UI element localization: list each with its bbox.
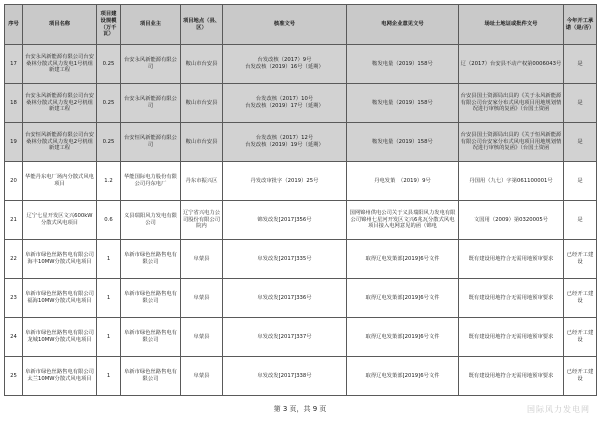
page-number: 第 3 页，共 9 页: [273, 405, 327, 413]
cell-location: 鞍山市台安县: [181, 45, 223, 84]
cell-seq: 17: [5, 45, 23, 84]
cell-land: 既有建设用地符合无需用地预审要求: [459, 240, 564, 279]
cell-owner: 台安永风新能源有限公司: [121, 45, 181, 84]
cell-owner: 台安永风新能源有限公司: [121, 84, 181, 123]
cell-name: 台安永风新能源有限公司台安桑林分散式风力发电2号机组新建工程: [23, 84, 97, 123]
cell-capacity: 0.25: [97, 45, 121, 84]
header-name: 项目名称: [23, 5, 97, 45]
cell-grid: 国网锦州供电公司关于义县瑞阳风力发电有限公司锦州七星河开发区文兴6兆瓦分散式风电项目接入电网意见的函（锦电: [347, 201, 459, 240]
cell-location: 阜蒙县: [181, 279, 223, 318]
cell-land: 台安县国土资源局出具的《关于永风新能源有限公司台安家分布式风电项目用地规划情况进行审核的复函》（台国土资函: [459, 84, 564, 123]
cell-start: 是: [564, 162, 597, 201]
cell-location: 阜蒙县: [181, 240, 223, 279]
cell-name: 台安恒风新能源有限公司台安桑林分散式风力发电2号机组新建工程: [23, 123, 97, 162]
header-seq: 序号: [5, 5, 23, 45]
table-row: [5, 45, 597, 84]
cell-grid: 鞍发电量（2019）158号: [347, 123, 459, 162]
cell-location: 丹东市振兴区: [181, 162, 223, 201]
cell-owner: 华能国际电力股份有限公司丹东电厂: [121, 162, 181, 201]
cell-seq: 21: [5, 201, 23, 240]
cell-land: 既有建设用地符合无需用地预审要求: [459, 279, 564, 318]
cell-seq: 24: [5, 318, 23, 357]
cell-owner: 阜新市绿色丝路售电有限公司: [121, 240, 181, 279]
cell-capacity: 0.6: [97, 201, 121, 240]
header-land: 场址土地证或批件文号: [459, 5, 564, 45]
cell-name: 阜新市绿色丝路售电有限公司龙城10MW分散式风电项目: [23, 318, 97, 357]
table-row: [5, 279, 597, 318]
cell-grid: 取得辽电发策部[2019]6号文件: [347, 279, 459, 318]
cell-approval: 丹发改审批字（2019）25号: [223, 162, 347, 201]
cell-start: 是: [564, 84, 597, 123]
header-grid: 电网企业意见文号: [347, 5, 459, 45]
cell-land: 台安县国土资源局出具的《关于恒风新能源有限公司台安家分布式风电项目用地规划情况进行审核的复函》（台国土资函: [459, 123, 564, 162]
cell-approval: 台发改核（2017）12号 台发改核（2019）19号（延期）: [223, 123, 347, 162]
cell-land: 既有建设用地符合无需用地预审要求: [459, 357, 564, 396]
header-row: [5, 5, 597, 45]
table-row: [5, 318, 597, 357]
cell-location: 阜蒙县: [181, 318, 223, 357]
cell-grid: 取得辽电发策部[2019]6号文件: [347, 357, 459, 396]
cell-grid: 取得辽电发策部[2019]6号文件: [347, 318, 459, 357]
cell-name: 阜新市绿色丝路售电有限公司福海10MW分散式风电项目: [23, 279, 97, 318]
header-location: 项目地点（县、区）: [181, 5, 223, 45]
cell-seq: 25: [5, 357, 23, 396]
cell-approval: 阜发改发[2017]336号: [223, 279, 347, 318]
header-start: 今年开工承诺（是/否）: [564, 5, 597, 45]
cell-start: 已经开工建设: [564, 240, 597, 279]
cell-land: 文国用（2009）第0320005号: [459, 201, 564, 240]
cell-seq: 23: [5, 279, 23, 318]
cell-start: 已经开工建设: [564, 318, 597, 357]
cell-grid: 鞍发电量（2019）158号: [347, 84, 459, 123]
cell-grid: 取得辽电发策部[2019]6号文件: [347, 240, 459, 279]
cell-start: 是: [564, 201, 597, 240]
cell-land: 丹国用（九七）字第061100001号: [459, 162, 564, 201]
cell-name: 华能丹东电厂场内分散式风电项目: [23, 162, 97, 201]
cell-name: 阜新市绿色丝路售电有限公司太兰10MW分散式风电项目: [23, 357, 97, 396]
cell-approval: 阜发改发[2017]338号: [223, 357, 347, 396]
cell-seq: 22: [5, 240, 23, 279]
table-row: [5, 123, 597, 162]
table-row: [5, 201, 597, 240]
cell-land: 既有建设用地符合无需用地预审要求: [459, 318, 564, 357]
cell-approval: 阜发改发[2017]337号: [223, 318, 347, 357]
cell-capacity: 1: [97, 279, 121, 318]
cell-start: 是: [564, 123, 597, 162]
cell-approval: 台发改核（2017）10号 台发改核（2019）17号（延期）: [223, 84, 347, 123]
table-row: [5, 240, 597, 279]
header-owner: 项目业主: [121, 5, 181, 45]
cell-capacity: 1: [97, 240, 121, 279]
header-capacity: 项目建设规模（万千瓦）: [97, 5, 121, 45]
table-row: [5, 162, 597, 201]
cell-land: 辽（2017）台安县不动产权第0006043号: [459, 45, 564, 84]
cell-grid: 丹电发策 （2019）9号: [347, 162, 459, 201]
cell-approval: 锦发改发[2017]356号: [223, 201, 347, 240]
cell-capacity: 1: [97, 318, 121, 357]
project-table: [4, 4, 597, 396]
cell-start: 已经开工建设: [564, 279, 597, 318]
cell-start: 已经开工建设: [564, 357, 597, 396]
cell-owner: 义县瑞阳风力发电有限公司: [121, 201, 181, 240]
cell-grid: 鞍发电量（2019）158号: [347, 45, 459, 84]
cell-owner: 阜新市绿色丝路售电有限公司: [121, 357, 181, 396]
cell-owner: 阜新市绿色丝路售电有限公司: [121, 279, 181, 318]
cell-name: 辽宁七星开发区文兴600kW分散式风电项目: [23, 201, 97, 240]
cell-name: 台安永风新能源有限公司台安桑林分散式风力发电1号机组新建工程: [23, 45, 97, 84]
cell-start: 是: [564, 45, 597, 84]
watermark: 国际风力发电网: [527, 405, 590, 414]
cell-approval: 台发改核（2017）9号 台发改核（2019）16号（延期）: [223, 45, 347, 84]
cell-capacity: 1: [97, 357, 121, 396]
table-row: [5, 357, 597, 396]
cell-location: 辽宁省兴电力公司股份有限公司院内: [181, 201, 223, 240]
cell-location: 鞍山市台安县: [181, 84, 223, 123]
table-row: [5, 84, 597, 123]
cell-capacity: 1.2: [97, 162, 121, 201]
cell-capacity: 0.25: [97, 123, 121, 162]
cell-seq: 20: [5, 162, 23, 201]
cell-capacity: 0.25: [97, 84, 121, 123]
cell-seq: 19: [5, 123, 23, 162]
cell-location: 阜蒙县: [181, 357, 223, 396]
cell-owner: 阜新市绿色丝路售电有限公司: [121, 318, 181, 357]
cell-seq: 18: [5, 84, 23, 123]
cell-approval: 阜发改发[2017]335号: [223, 240, 347, 279]
header-approval: 核准文号: [223, 5, 347, 45]
cell-location: 鞍山市台安县: [181, 123, 223, 162]
cell-name: 阜新市绿色丝路售电有限公司海丰10MW分散式风电项目: [23, 240, 97, 279]
cell-owner: 台安恒风新能源有限公司: [121, 123, 181, 162]
